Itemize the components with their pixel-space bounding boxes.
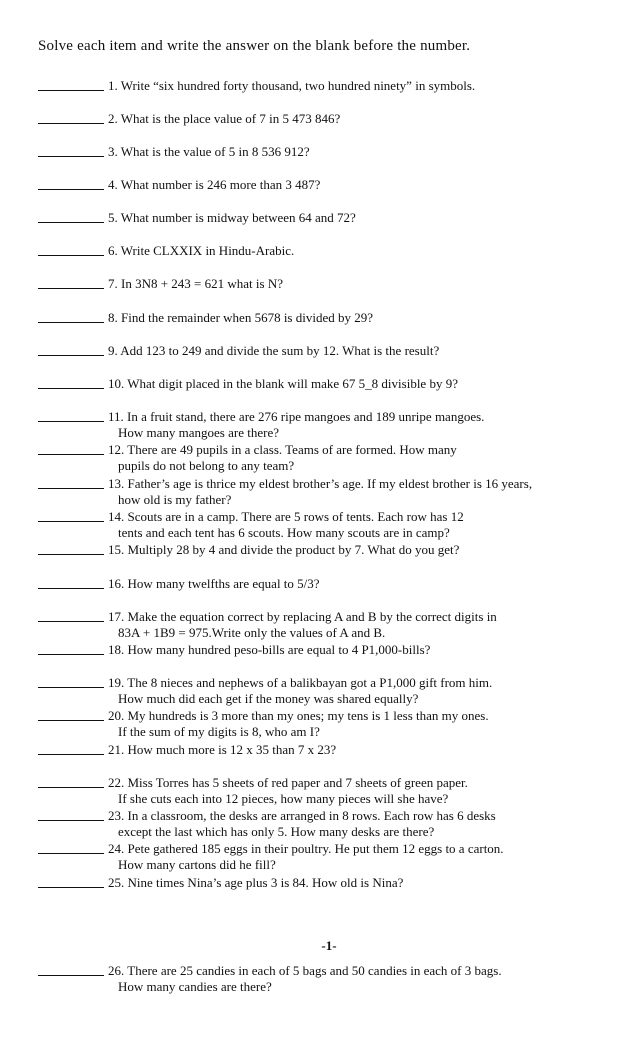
question-text: 18. How many hundred peso-bills are equal to 4 P1,000-bills? <box>108 642 431 657</box>
answer-blank[interactable] <box>38 123 104 124</box>
answer-blank[interactable] <box>38 454 104 455</box>
question-text: 20. My hundreds is 3 more than my ones; my tens is 1 less than my ones. <box>108 708 489 723</box>
question-text: 3. What is the value of 5 in 8 536 912? <box>108 144 310 159</box>
question-text-continued: except the last which has only 5. How many desks are there? <box>118 824 435 839</box>
answer-blank[interactable] <box>38 189 104 190</box>
question-text: 21. How much more is 12 x 35 than 7 x 23? <box>108 742 337 757</box>
answer-blank[interactable] <box>38 255 104 256</box>
question-text: 12. There are 49 pupils in a class. Teams of are formed. How many <box>108 442 457 457</box>
answer-blank[interactable] <box>38 90 104 91</box>
question-item <box>0 177 638 195</box>
question-text-continued: how old is my father? <box>118 492 232 507</box>
answer-blank[interactable] <box>38 488 104 489</box>
question-text: 2. What is the place value of 7 in 5 473 846? <box>108 111 341 126</box>
answer-blank[interactable] <box>38 588 104 589</box>
question-item <box>0 409 638 443</box>
question-item <box>0 276 638 294</box>
answer-blank[interactable] <box>38 787 104 788</box>
question-item <box>0 476 638 510</box>
question-item <box>0 775 638 809</box>
question-text: 22. Miss Torres has 5 sheets of red paper and 7 sheets of green paper. <box>108 775 468 790</box>
question-item <box>0 963 638 997</box>
answer-blank[interactable] <box>38 222 104 223</box>
question-text: 15. Multiply 28 by 4 and divide the product by 7. What do you get? <box>108 542 460 557</box>
question-item <box>0 875 638 893</box>
question-text: 1. Write “six hundred forty thousand, two hundred ninety” in symbols. <box>108 78 476 93</box>
answer-blank[interactable] <box>38 720 104 721</box>
question-item <box>0 509 638 543</box>
page-footer <box>0 938 638 954</box>
answer-blank[interactable] <box>38 554 104 555</box>
question-text-continued: pupils do not belong to any team? <box>118 458 295 473</box>
question-text: 25. Nine times Nina’s age plus 3 is 84. How old is Nina? <box>108 875 404 890</box>
page-number: -1- <box>321 938 337 953</box>
question-item <box>0 542 638 560</box>
answer-blank[interactable] <box>38 621 104 622</box>
question-text-continued: If the sum of my digits is 8, who am I? <box>118 724 320 739</box>
question-item <box>0 442 638 476</box>
question-text: 10. What digit placed in the blank will make 67 5_8 divisible by 9? <box>108 376 458 391</box>
question-text: 26. There are 25 candies in each of 5 bags and 50 candies in each of 3 bags. <box>108 963 502 978</box>
question-item <box>0 841 638 875</box>
question-item <box>0 642 638 660</box>
answer-blank[interactable] <box>38 820 104 821</box>
question-text: 19. The 8 nieces and nephews of a balikbayan got a P1,000 gift from him. <box>108 675 493 690</box>
answer-blank[interactable] <box>38 322 104 323</box>
question-text-continued: tents and each tent has 6 scouts. How many scouts are in camp? <box>118 525 450 540</box>
question-item <box>0 576 638 594</box>
question-text: 9. Add 123 to 249 and divide the sum by 12. What is the result? <box>108 343 440 358</box>
question-text: 6. Write CLXXIX in Hindu-Arabic. <box>108 243 295 258</box>
question-item <box>0 808 638 842</box>
question-text-continued: If she cuts each into 12 pieces, how many pieces will she have? <box>118 791 449 806</box>
question-text: 16. How many twelfths are equal to 5/3? <box>108 576 320 591</box>
question-text: 8. Find the remainder when 5678 is divided by 29? <box>108 310 374 325</box>
answer-blank[interactable] <box>38 754 104 755</box>
question-text-continued: How many candies are there? <box>118 979 272 994</box>
question-item <box>0 708 638 742</box>
question-item <box>0 609 638 643</box>
answer-blank[interactable] <box>38 156 104 157</box>
question-item <box>0 675 638 709</box>
question-item <box>0 111 638 129</box>
question-text-continued: How many cartons did he fill? <box>118 857 276 872</box>
question-text: 5. What number is midway between 64 and 72? <box>108 210 356 225</box>
answer-blank[interactable] <box>38 388 104 389</box>
question-text: 7. In 3N8 + 243 = 621 what is N? <box>108 276 283 291</box>
question-item <box>0 78 638 96</box>
answer-blank[interactable] <box>38 288 104 289</box>
answer-blank[interactable] <box>38 521 104 522</box>
question-item <box>0 243 638 261</box>
question-text: 24. Pete gathered 185 eggs in their poultry. He put them 12 eggs to a carton. <box>108 841 504 856</box>
question-text-continued: How many mangoes are there? <box>118 425 279 440</box>
question-text: 23. In a classroom, the desks are arranged in 8 rows. Each row has 6 desks <box>108 808 496 823</box>
question-item <box>0 376 638 394</box>
question-text-continued: 83A + 1B9 = 975.Write only the values of A and B. <box>118 625 386 640</box>
answer-blank[interactable] <box>38 687 104 688</box>
question-item <box>0 210 638 228</box>
answer-blank[interactable] <box>38 355 104 356</box>
question-text: 17. Make the equation correct by replacing A and B by the correct digits in <box>108 609 497 624</box>
answer-blank[interactable] <box>38 887 104 888</box>
answer-blank[interactable] <box>38 975 104 976</box>
question-item <box>0 144 638 162</box>
question-item <box>0 742 638 760</box>
question-text: 13. Father’s age is thrice my eldest brother’s age. If my eldest brother is 16 years, <box>108 476 533 491</box>
answer-blank[interactable] <box>38 654 104 655</box>
question-text: 14. Scouts are in a camp. There are 5 rows of tents. Each row has 12 <box>108 509 464 524</box>
question-item <box>0 343 638 361</box>
question-item <box>0 310 638 328</box>
answer-blank[interactable] <box>38 853 104 854</box>
question-text: 4. What number is 246 more than 3 487? <box>108 177 321 192</box>
instructions: Solve each item and write the answer on the blank before the number. <box>38 38 471 54</box>
answer-blank[interactable] <box>38 421 104 422</box>
question-text: 11. In a fruit stand, there are 276 ripe mangoes and 189 unripe mangoes. <box>108 409 485 424</box>
question-text-continued: How much did each get if the money was shared equally? <box>118 691 419 706</box>
